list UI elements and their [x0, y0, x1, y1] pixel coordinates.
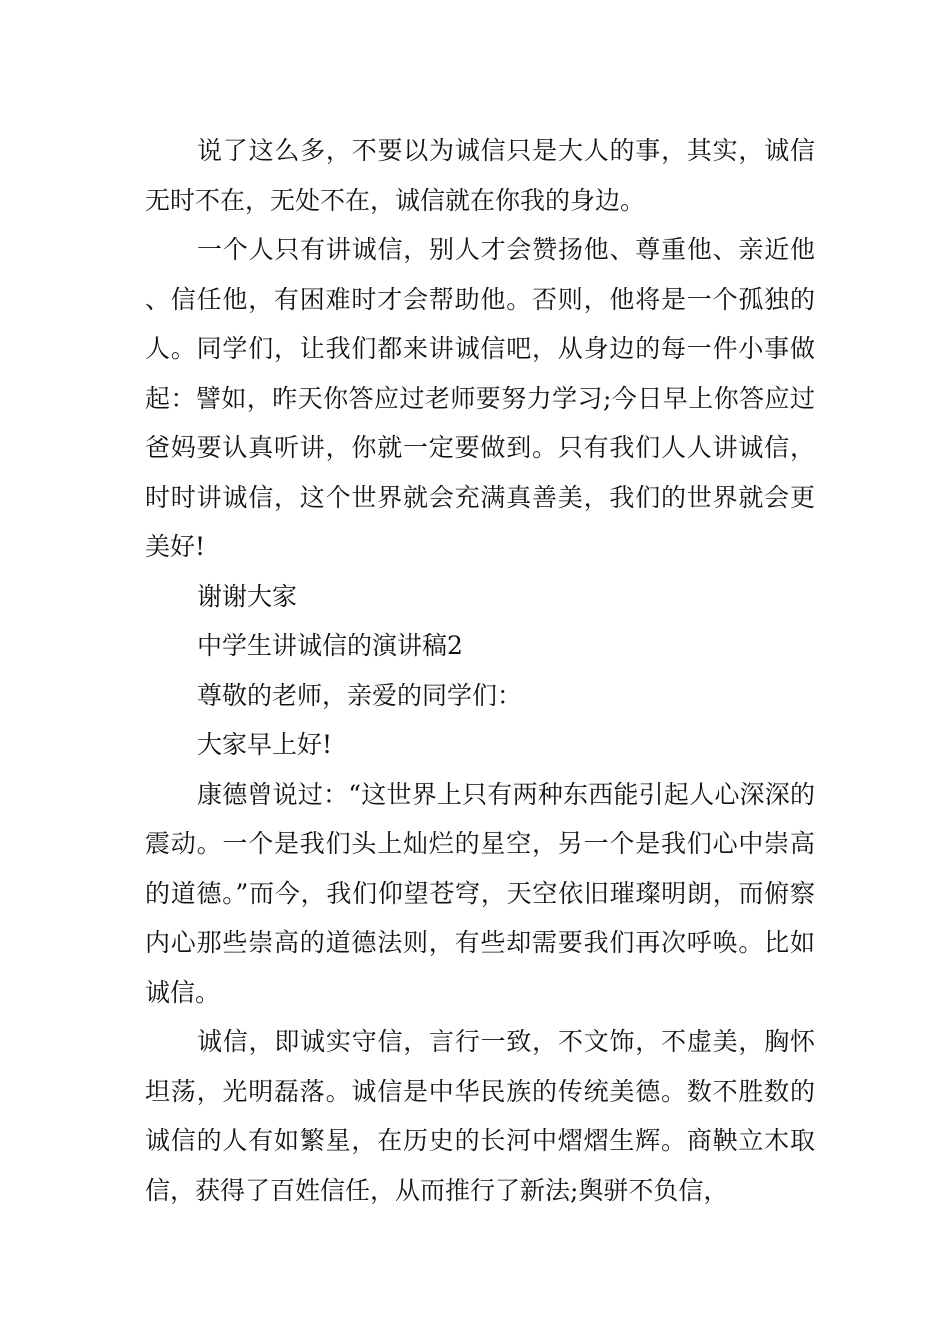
paragraph-kant-quote: 康德曾说过：“这世界上只有两种东西能引起人心深深的震动。一个是我们头上灿烂的星空，另一个是我们心中崇高的道德。”而今，我们仰望苍穹，天空依旧璀璨明朗，而俯察内心那些崇高的道德法则，有些却需要我们再次呼唤。比如诚信。 [145, 779, 815, 1007]
greeting: 大家早上好! [197, 730, 333, 759]
closing-thanks: 谢谢大家 [197, 581, 298, 611]
salutation: 尊敬的老师，亲爱的同学们： [197, 680, 523, 710]
speech-title-2: 中学生讲诚信的演讲稿2 [197, 631, 463, 660]
paragraph-honesty-benefits: 一个人只有讲诚信，别人才会赞扬他、尊重他、亲近他、信任他，有困难时才会帮助他。否则，他将是一个孤独的人。同学们，让我们都来讲诚信吧，从身边的每一件小事做起：譬如，昨天你答应过老师要努力学习;今日早上你答应过爸妈要认真听讲，你就一定要做到。只有我们人人讲诚信，时时讲诚信，这个世界就会充满真善美，我们的世界就会更美好! [145, 235, 815, 561]
document-body [145, 126, 815, 1215]
paragraph-honesty-everywhere: 说了这么多，不要以为诚信只是大人的事，其实，诚信无时不在，无处不在，诚信就在你我的身边。 [145, 136, 815, 215]
paragraph-honesty-definition: 诚信，即诚实守信，言行一致，不文饰，不虚美，胸怀坦荡，光明磊落。诚信是中华民族的传统美德。数不胜数的诚信的人有如繁星，在历史的长河中熠熠生辉。商鞅立木取信，获得了百姓信任，从而推行了新法;舆骈不负信， [145, 1027, 815, 1205]
